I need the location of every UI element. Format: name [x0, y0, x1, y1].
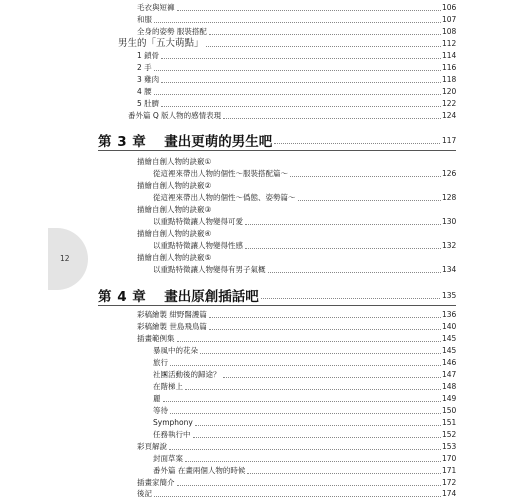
toc-entry-title: 後記 — [137, 489, 152, 498]
toc-entry-title: 2 手 — [137, 63, 152, 72]
page-number: 12 — [60, 254, 70, 263]
toc-entry[interactable] — [137, 50, 456, 62]
leader-dots — [261, 298, 440, 299]
toc-entry-page: 122 — [442, 99, 457, 108]
toc-entry-title: 插畫家簡介 — [137, 478, 175, 487]
toc-entry-title: 以重點特徵讓人物變得有男子氣概 — [153, 265, 266, 274]
toc-entry-page: 153 — [442, 442, 457, 451]
leader-dots — [209, 34, 441, 35]
leader-dots — [161, 82, 441, 83]
toc-entry-page: 170 — [442, 454, 457, 463]
toc-entry-title: 和服 — [137, 15, 152, 24]
toc-entry-title: 等待 — [153, 406, 168, 415]
toc-entry-title: 以重點特徵讓人物變得性感 — [153, 241, 243, 250]
leader-dots — [206, 46, 441, 47]
toc-entry[interactable] — [137, 441, 456, 453]
chapter-number: 第 3 章 — [98, 134, 147, 150]
toc-entry-page: 124 — [442, 111, 457, 120]
toc-entry[interactable] — [153, 192, 456, 204]
chapter-page: 135 — [442, 290, 457, 300]
leader-dots — [185, 461, 441, 462]
toc-entry-title: 5 肚臍 — [137, 99, 160, 108]
leader-dots — [245, 224, 441, 225]
toc-entry-title: 番外篇 Q 版人物的感情表現 — [128, 111, 222, 120]
chapter-title: 畫出更萌的男生吧 — [164, 134, 273, 150]
toc-entry-page: 140 — [442, 322, 457, 331]
toc-entry-title: 4 腰 — [137, 87, 152, 96]
toc-entry-title: 以重點特徵讓人物變得可愛 — [153, 217, 243, 226]
leader-dots — [177, 341, 442, 342]
toc-entry[interactable] — [137, 26, 456, 38]
leader-dots — [169, 449, 441, 450]
leader-dots — [154, 22, 441, 23]
toc-entry-title: 3 雞肉 — [137, 75, 160, 84]
chapter-rule — [98, 305, 456, 306]
toc-entry[interactable] — [153, 381, 456, 393]
leader-dots — [195, 425, 441, 426]
page-number-tab — [48, 228, 88, 290]
toc-entry[interactable] — [137, 252, 456, 264]
toc-entry[interactable] — [153, 345, 456, 357]
toc-entry[interactable] — [137, 333, 456, 345]
toc-entry-page: 145 — [442, 334, 457, 343]
toc-section[interactable] — [118, 38, 456, 50]
toc-entry-title: 旅行 — [153, 358, 168, 367]
toc-entry[interactable] — [153, 453, 456, 465]
toc-entry[interactable] — [137, 156, 456, 168]
toc-entry[interactable] — [137, 204, 456, 216]
toc-entry-title: 描繪自創人物的訣竅⑤ — [137, 253, 212, 262]
toc-entry[interactable] — [153, 417, 456, 429]
leader-dots — [177, 10, 442, 11]
toc-entry-title: 彩稿繪製 世島飛鳥篇 — [137, 322, 207, 331]
toc-entry-page: 136 — [442, 310, 457, 319]
toc-entry-title: 封面草案 — [153, 454, 183, 463]
toc-entry-title: 毛衣與短褲 — [137, 3, 175, 12]
toc-entry-page: 174 — [442, 489, 457, 498]
leader-dots — [298, 200, 442, 201]
toc-entry[interactable] — [153, 240, 456, 252]
toc-entry[interactable] — [137, 74, 456, 86]
toc-entry-page: 126 — [442, 169, 457, 178]
toc-entry[interactable] — [137, 321, 456, 333]
leader-dots — [154, 70, 441, 71]
leader-dots — [223, 118, 441, 119]
toc-entry-title: 彩頁解說 — [137, 442, 167, 451]
toc-entry-title: 插畫範例集 — [137, 334, 175, 343]
toc-entry-title: 描繪自創人物的訣竅③ — [137, 205, 212, 214]
toc-entry-page: 147 — [442, 370, 457, 379]
toc-entry-title: 社團活動後的歸途？ — [153, 370, 221, 379]
leader-dots — [209, 329, 441, 330]
toc-entry[interactable] — [137, 309, 456, 321]
toc-entry[interactable] — [137, 62, 456, 74]
toc-entry-page: 120 — [442, 87, 457, 96]
toc-entry[interactable] — [137, 2, 456, 14]
toc-section-title: 男生的「五大萌點」 — [118, 38, 204, 49]
toc-entry[interactable] — [153, 168, 456, 180]
toc-entry-title: 1 鎖骨 — [137, 51, 160, 60]
toc-entry[interactable] — [153, 465, 456, 477]
toc-entry[interactable] — [137, 98, 456, 110]
leader-dots — [170, 413, 441, 414]
leader-dots — [200, 353, 441, 354]
toc-entry-title: Symphony — [153, 418, 193, 427]
toc-entry-page: 128 — [442, 193, 457, 202]
toc-entry-page: 148 — [442, 382, 457, 391]
chapter-rule — [98, 150, 456, 151]
toc-entry[interactable] — [137, 488, 456, 500]
leader-dots — [185, 389, 441, 390]
toc-entry[interactable] — [128, 110, 456, 122]
toc-entry-title: 全身的姿勢 服裝搭配 — [137, 27, 207, 36]
toc-entry-title: 描繪自創人物的訣竅① — [137, 157, 212, 166]
leader-dots — [154, 94, 441, 95]
toc-entry-page: 149 — [442, 394, 457, 403]
toc-entry-page: 106 — [442, 3, 457, 12]
toc-entry-page: 134 — [442, 265, 457, 274]
toc-entry-page: 112 — [442, 39, 457, 48]
toc-entry-title: 描繪自創人物的訣竅② — [137, 181, 212, 190]
chapter-number: 第 4 章 — [98, 289, 147, 305]
toc-entry-page: 151 — [442, 418, 457, 427]
toc-entry-title: 暴風中的花朵 — [153, 346, 198, 355]
toc-entry-page: 130 — [442, 217, 457, 226]
toc-entry-title: 麗 — [153, 394, 161, 403]
toc-entry[interactable] — [137, 180, 456, 192]
toc-entry-title: 描繪自創人物的訣竅④ — [137, 229, 212, 238]
toc-entry-page: 171 — [442, 466, 457, 475]
toc-entry[interactable] — [153, 405, 456, 417]
toc-entry-page: 152 — [442, 430, 457, 439]
toc-entry-title: 從這裡來帶出人物的個性～服裝搭配篇～ — [153, 169, 288, 178]
leader-dots — [193, 437, 442, 438]
toc-entry[interactable] — [153, 393, 456, 405]
toc-entry-title: 在階梯上 — [153, 382, 183, 391]
toc-entry[interactable] — [137, 228, 456, 240]
toc-entry[interactable] — [153, 429, 456, 441]
toc-entry-page: 150 — [442, 406, 457, 415]
leader-dots — [274, 143, 440, 144]
leader-dots — [223, 377, 442, 378]
leader-dots — [161, 58, 441, 59]
leader-dots — [209, 317, 441, 318]
toc-entry-title: 番外篇 在畫兩個人物的時候 — [153, 466, 246, 475]
toc-entry-page: 146 — [442, 358, 457, 367]
leader-dots — [177, 485, 442, 486]
toc-entry-title: 從這裡來帶出人物的個性～僞態、姿勢篇～ — [153, 193, 296, 202]
toc-entry-title: 彩稿繪製 紺野醫護篇 — [137, 310, 207, 319]
leader-dots — [290, 176, 441, 177]
toc-entry[interactable] — [153, 369, 456, 381]
leader-dots — [268, 272, 442, 273]
chapter-heading[interactable] — [98, 131, 456, 149]
toc-entry-page: 107 — [442, 15, 457, 24]
leader-dots — [170, 365, 441, 366]
leader-dots — [154, 496, 441, 497]
toc-entry-page: 118 — [442, 75, 457, 84]
toc-entry[interactable] — [153, 357, 456, 369]
toc-entry[interactable] — [153, 216, 456, 228]
toc-entry-title: 任務執行中 — [153, 430, 191, 439]
toc-entry-page: 108 — [442, 27, 457, 36]
toc-entry-page: 145 — [442, 346, 457, 355]
chapter-title: 畫出原創插話吧 — [164, 289, 259, 305]
toc-entry[interactable] — [137, 86, 456, 98]
leader-dots — [245, 248, 441, 249]
leader-dots — [161, 106, 441, 107]
chapter-page: 117 — [442, 135, 457, 145]
toc-entry-page: 116 — [442, 63, 457, 72]
toc-entry-page: 132 — [442, 241, 457, 250]
toc-entry[interactable] — [137, 14, 456, 26]
toc-entry[interactable] — [153, 264, 456, 276]
toc-entry-page: 172 — [442, 478, 457, 487]
toc-entry-page: 114 — [442, 51, 457, 60]
leader-dots — [247, 473, 441, 474]
chapter-heading[interactable] — [98, 286, 456, 304]
leader-dots — [163, 401, 442, 402]
